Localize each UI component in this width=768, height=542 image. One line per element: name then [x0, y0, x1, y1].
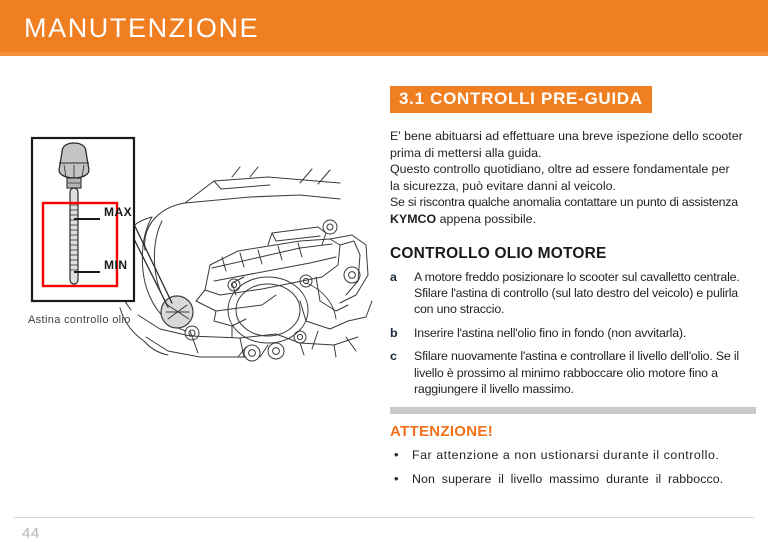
engine-dipstick-drawing — [0, 105, 380, 365]
intro-line-6 — [390, 211, 756, 228]
footer-rule — [14, 517, 754, 518]
dipstick-inset-box — [32, 138, 134, 301]
label-max: MAX — [104, 205, 133, 219]
figure-leader-lines — [131, 218, 172, 307]
bullet-icon: • — [394, 447, 399, 463]
step-text: A motore freddo posizionare lo scooter sul cavalletto centrale. Sfilare l'astina di controllo (sul lato destro del veicolo) e pulirla con uno straccio. — [414, 269, 740, 317]
step-marker: b — [390, 325, 398, 340]
list-item — [390, 447, 756, 463]
step-text: Sfilare nuovamente l'astina e controllare il livello dell'olio. Se il livello è prossimo al minimo rabboccare olio motore fino a raggiungere il livello massimo. — [414, 349, 739, 396]
list-item — [390, 325, 756, 341]
list-item — [390, 269, 756, 318]
engine-rear-bracket — [276, 235, 372, 357]
section-heading: 3.1 CONTROLLI PRE-GUIDA — [390, 86, 652, 113]
content-column — [390, 86, 756, 494]
warning-text: Far attenzione a non ustionarsi durante il controllo. — [412, 448, 720, 463]
page-number: 44 — [22, 525, 40, 542]
engine-outline-group — [116, 167, 340, 357]
figure-caption: Astina controllo olio — [28, 314, 131, 326]
step-marker: a — [390, 269, 397, 284]
step-text: Inserire l'astina nell'olio fino in fondo (non avvitarla). — [414, 325, 687, 340]
warning-list — [390, 447, 756, 487]
list-item — [390, 348, 756, 397]
intro-line-4: la sicurezza, può evitare danni al veicolo. — [390, 178, 616, 193]
engine-round-cover — [228, 275, 312, 343]
label-min: MIN — [104, 258, 128, 272]
intro-paragraphs — [390, 128, 756, 228]
intro-line-5: Se si riscontra qualche anomalia contattare un punto di assistenza — [390, 195, 738, 210]
step-marker: c — [390, 349, 397, 364]
intro-line-6-rest: appena possibile. — [436, 211, 537, 226]
page-header-underline — [0, 52, 768, 56]
brand-name: KYMCO — [390, 211, 437, 226]
page-title: MANUTENZIONE — [24, 13, 260, 43]
bullet-icon: • — [394, 470, 399, 486]
intro-line-2: prima di mettersi alla guida. — [390, 145, 542, 160]
section-divider — [390, 407, 756, 414]
warning-text: Non superare il livello massimo durante il rabbocco. — [412, 471, 724, 486]
warning-heading: ATTENZIONE! — [390, 423, 494, 441]
oil-check-heading: CONTROLLO OLIO MOTORE — [390, 244, 607, 262]
dipstick-cap-on-engine — [161, 296, 193, 328]
intro-line-1: E' bene abituarsi ad effettuare una breve ispezione dello scooter — [390, 129, 743, 143]
oil-check-steps — [390, 269, 756, 398]
figure-illustration — [0, 105, 380, 365]
engine-vent-panel — [196, 227, 340, 337]
list-item — [390, 471, 756, 487]
intro-line-3: Questo controllo quotidiano, oltre ad essere fondamentale per — [390, 162, 730, 177]
